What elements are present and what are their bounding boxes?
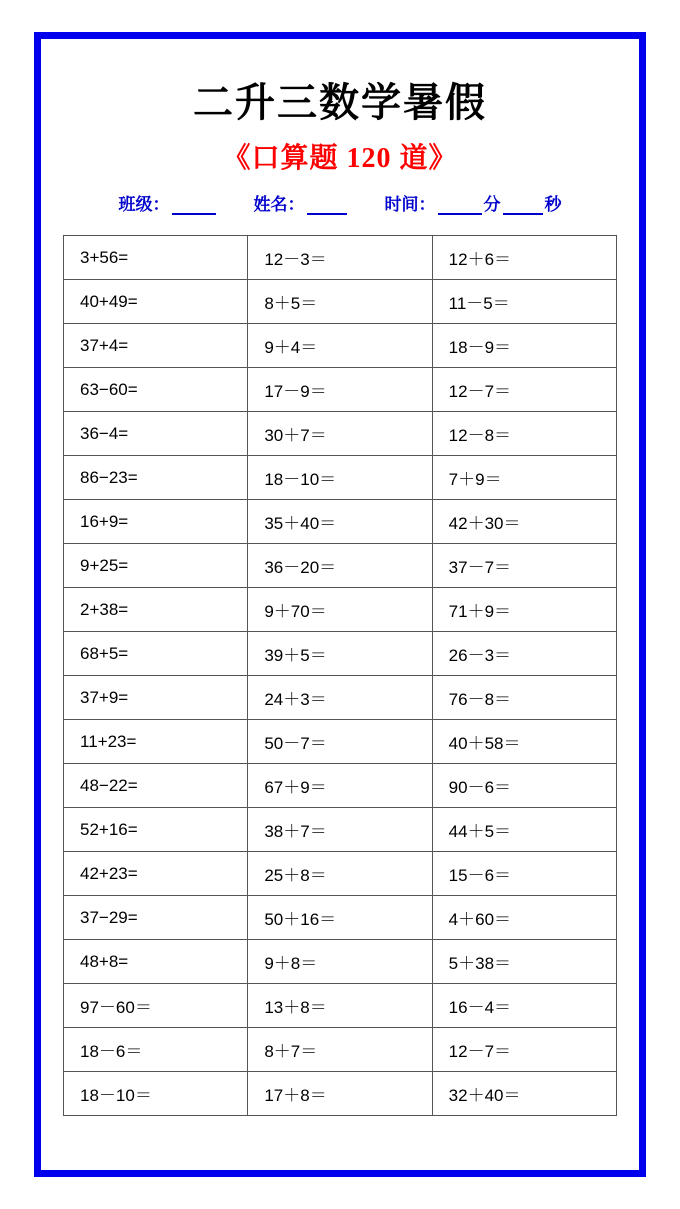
problem-cell[interactable]: 3+56= [64,236,248,280]
problem-cell[interactable]: 90－6＝ [432,764,616,808]
problem-cell[interactable]: 37－7＝ [432,544,616,588]
problem-cell[interactable]: 18－6＝ [64,1028,248,1072]
problem-cell[interactable]: 12－3＝ [248,236,432,280]
problem-cell[interactable]: 7＋9＝ [432,456,616,500]
table-row [64,676,617,720]
class-blank[interactable] [172,197,216,215]
problem-cell[interactable]: 12＋6＝ [432,236,616,280]
class-label: 班级： [118,195,170,214]
name-field[interactable] [254,190,349,215]
problems-body [64,236,617,1116]
problem-cell[interactable]: 42+23= [64,852,248,896]
problems-table [63,235,617,1116]
table-row [64,632,617,676]
problem-cell[interactable]: 37−29= [64,896,248,940]
table-row [64,236,617,280]
problem-cell[interactable]: 76－8＝ [432,676,616,720]
problem-cell[interactable]: 35＋40＝ [248,500,432,544]
problem-cell[interactable]: 50＋16＝ [248,896,432,940]
problem-cell[interactable]: 68+5= [64,632,248,676]
time-label: 时间： [384,195,436,214]
problem-cell[interactable]: 36－20＝ [248,544,432,588]
problem-cell[interactable]: 48−22= [64,764,248,808]
problem-cell[interactable]: 67＋9＝ [248,764,432,808]
table-row [64,896,617,940]
problem-cell[interactable]: 11－5＝ [432,280,616,324]
problem-cell[interactable]: 9＋70＝ [248,588,432,632]
table-row [64,1072,617,1116]
problem-cell[interactable]: 37+4= [64,324,248,368]
problem-cell[interactable]: 40＋58＝ [432,720,616,764]
problem-cell[interactable]: 18－10＝ [248,456,432,500]
problem-cell[interactable]: 44＋5＝ [432,808,616,852]
table-row [64,1028,617,1072]
problem-cell[interactable]: 42＋30＝ [432,500,616,544]
page-title: 二升三数学暑假 [193,80,487,125]
table-row [64,544,617,588]
problem-cell[interactable]: 9＋8＝ [248,940,432,984]
table-row [64,940,617,984]
name-blank[interactable] [307,197,347,215]
table-row [64,764,617,808]
problem-cell[interactable]: 18－9＝ [432,324,616,368]
problem-cell[interactable]: 30＋7＝ [248,412,432,456]
problem-cell[interactable]: 36−4= [64,412,248,456]
page-content [41,39,639,1170]
table-row [64,368,617,412]
table-row [64,412,617,456]
problem-cell[interactable]: 17＋8＝ [248,1072,432,1116]
table-row [64,324,617,368]
problem-cell[interactable]: 8＋5＝ [248,280,432,324]
problem-cell[interactable]: 38＋7＝ [248,808,432,852]
problem-cell[interactable]: 40+49= [64,280,248,324]
problem-cell[interactable]: 50－7＝ [248,720,432,764]
table-row [64,720,617,764]
table-row [64,456,617,500]
problem-cell[interactable]: 12－8＝ [432,412,616,456]
time-minute-blank[interactable] [438,197,482,215]
table-row [64,852,617,896]
problem-cell[interactable]: 71＋9＝ [432,588,616,632]
student-info-row [63,190,617,215]
problem-cell[interactable]: 37+9= [64,676,248,720]
problem-cell[interactable]: 86−23= [64,456,248,500]
class-field[interactable] [119,190,218,215]
problem-cell[interactable]: 18－10＝ [64,1072,248,1116]
problem-cell[interactable]: 26－3＝ [432,632,616,676]
problem-cell[interactable]: 15－6＝ [432,852,616,896]
problem-cell[interactable]: 11+23= [64,720,248,764]
problem-cell[interactable]: 63−60= [64,368,248,412]
problem-cell[interactable]: 9＋4＝ [248,324,432,368]
table-row [64,984,617,1028]
table-row [64,588,617,632]
minute-label: 分 [483,195,501,214]
page-border [34,32,646,1177]
problem-cell[interactable]: 8＋7＝ [248,1028,432,1072]
problem-cell[interactable]: 12－7＝ [432,1028,616,1072]
problem-cell[interactable]: 97－60＝ [64,984,248,1028]
problem-cell[interactable]: 4＋60＝ [432,896,616,940]
table-row [64,280,617,324]
problem-cell[interactable]: 52+16= [64,808,248,852]
name-label: 姓名： [253,195,305,214]
problem-cell[interactable]: 2+38= [64,588,248,632]
problem-cell[interactable]: 16+9= [64,500,248,544]
problem-cell[interactable]: 25＋8＝ [248,852,432,896]
problem-cell[interactable]: 48+8= [64,940,248,984]
problem-cell[interactable]: 16－4＝ [432,984,616,1028]
page-subtitle: 《口算题 120 道》 [222,143,458,174]
problem-cell[interactable]: 39＋5＝ [248,632,432,676]
problem-cell[interactable]: 24＋3＝ [248,676,432,720]
table-row [64,500,617,544]
problem-cell[interactable]: 32＋40＝ [432,1072,616,1116]
problem-cell[interactable]: 5＋38＝ [432,940,616,984]
problem-cell[interactable]: 9+25= [64,544,248,588]
time-field[interactable] [385,190,562,215]
problem-cell[interactable]: 13＋8＝ [248,984,432,1028]
table-row [64,808,617,852]
problem-cell[interactable]: 12－7＝ [432,368,616,412]
second-label: 秒 [544,195,562,214]
problem-cell[interactable]: 17－9＝ [248,368,432,412]
time-second-blank[interactable] [503,197,543,215]
